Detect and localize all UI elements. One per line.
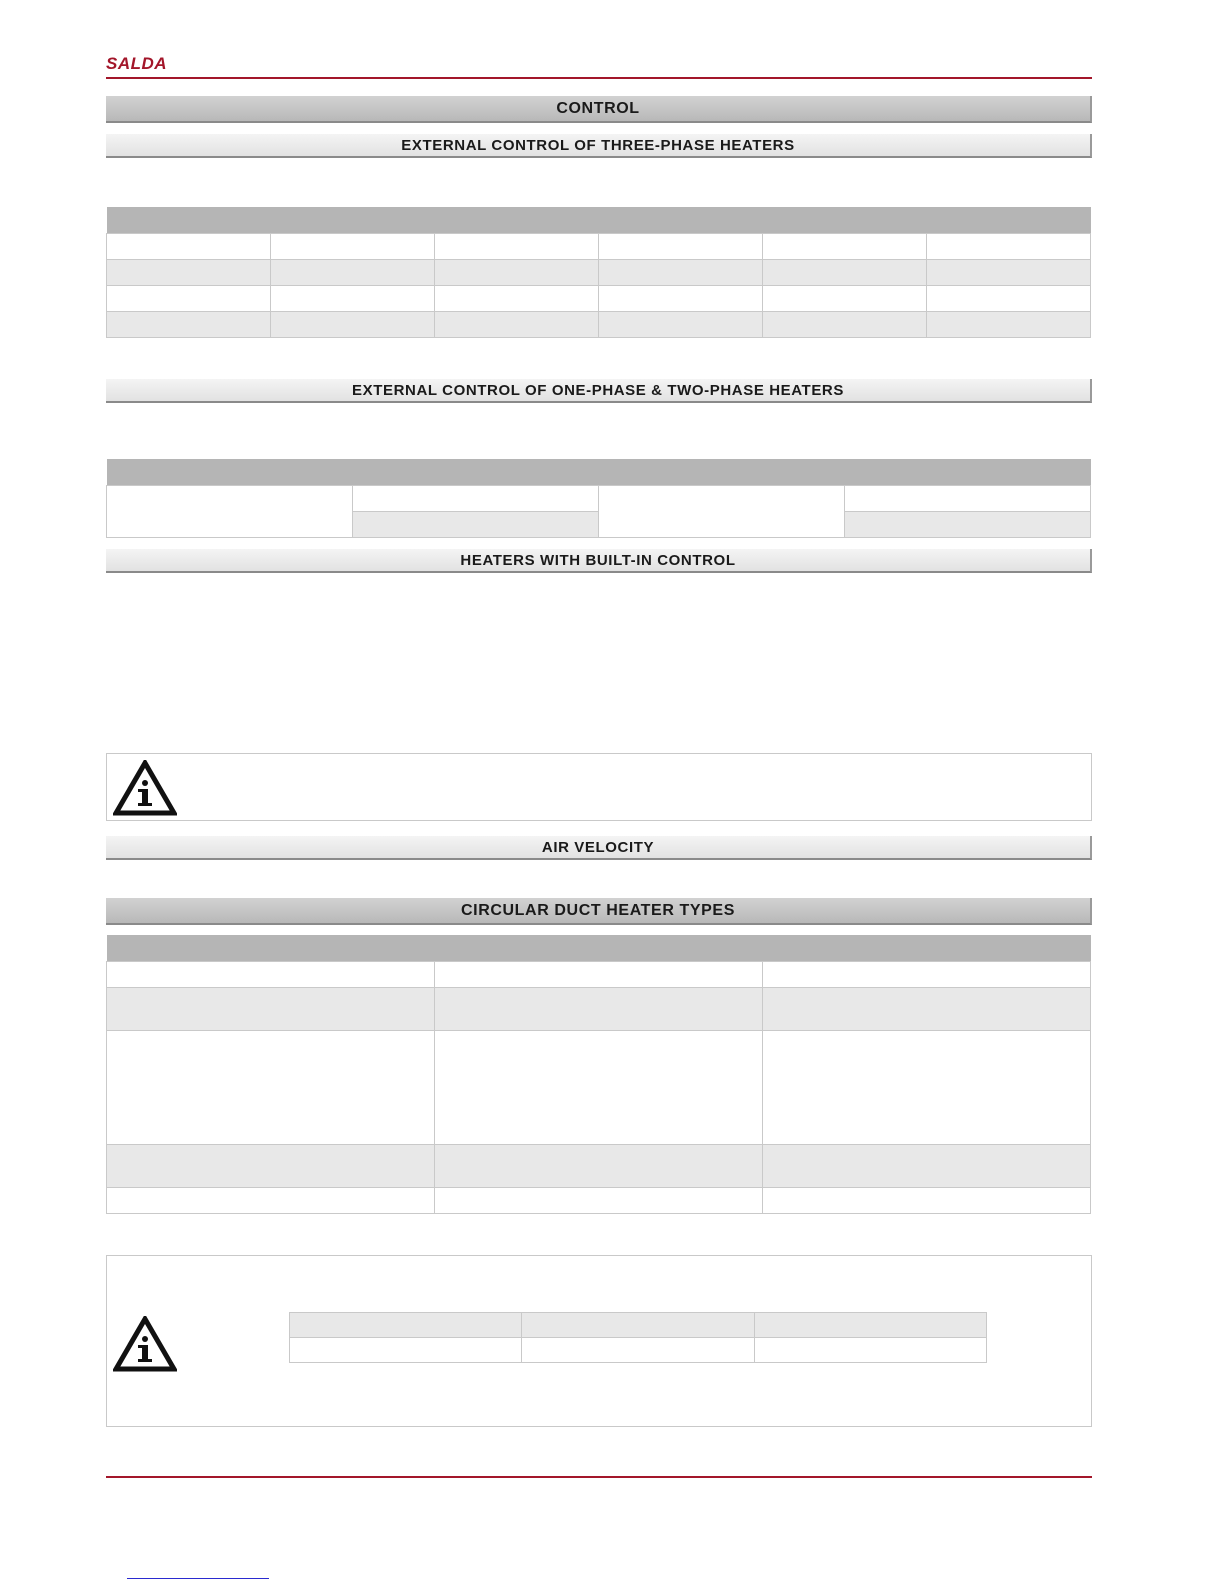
info-note [106, 753, 1092, 821]
circular-types-table [106, 935, 1091, 1214]
table-header [107, 459, 1091, 486]
table-row [107, 234, 1091, 260]
table-row [107, 286, 1091, 312]
table-row [107, 1031, 1091, 1145]
table-row [107, 988, 1091, 1031]
table-row [107, 962, 1091, 988]
section-title-circular-types: CIRCULAR DUCT HEATER TYPES [106, 898, 1092, 925]
section-title-three-phase: EXTERNAL CONTROL OF THREE-PHASE HEATERS [106, 134, 1092, 158]
footer-link-underline[interactable] [127, 1578, 269, 1579]
note-table [289, 1312, 987, 1363]
table-row [107, 1145, 1091, 1188]
footer-rule [106, 1476, 1092, 1478]
table-row [107, 486, 1091, 512]
table-header [107, 207, 1091, 234]
table-header-row [290, 1313, 987, 1338]
header-rule [106, 77, 1092, 79]
table-row [107, 1188, 1091, 1214]
section-title-built-in: HEATERS WITH BUILT-IN CONTROL [106, 549, 1092, 573]
three-phase-table [106, 207, 1091, 338]
table-row [107, 312, 1091, 338]
one-two-phase-table [106, 459, 1091, 538]
section-title-one-two-phase: EXTERNAL CONTROL OF ONE-PHASE & TWO-PHASE HEATERS [106, 379, 1092, 403]
table-row [290, 1338, 987, 1363]
section-title-control: CONTROL [106, 96, 1092, 123]
info-warning-triangle-icon [113, 1316, 177, 1372]
section-title-air-velocity: AIR VELOCITY [106, 836, 1092, 860]
table-header [107, 935, 1091, 962]
table-row [107, 260, 1091, 286]
brand-logo: SALDA [106, 54, 168, 73]
info-warning-triangle-icon [113, 760, 177, 816]
